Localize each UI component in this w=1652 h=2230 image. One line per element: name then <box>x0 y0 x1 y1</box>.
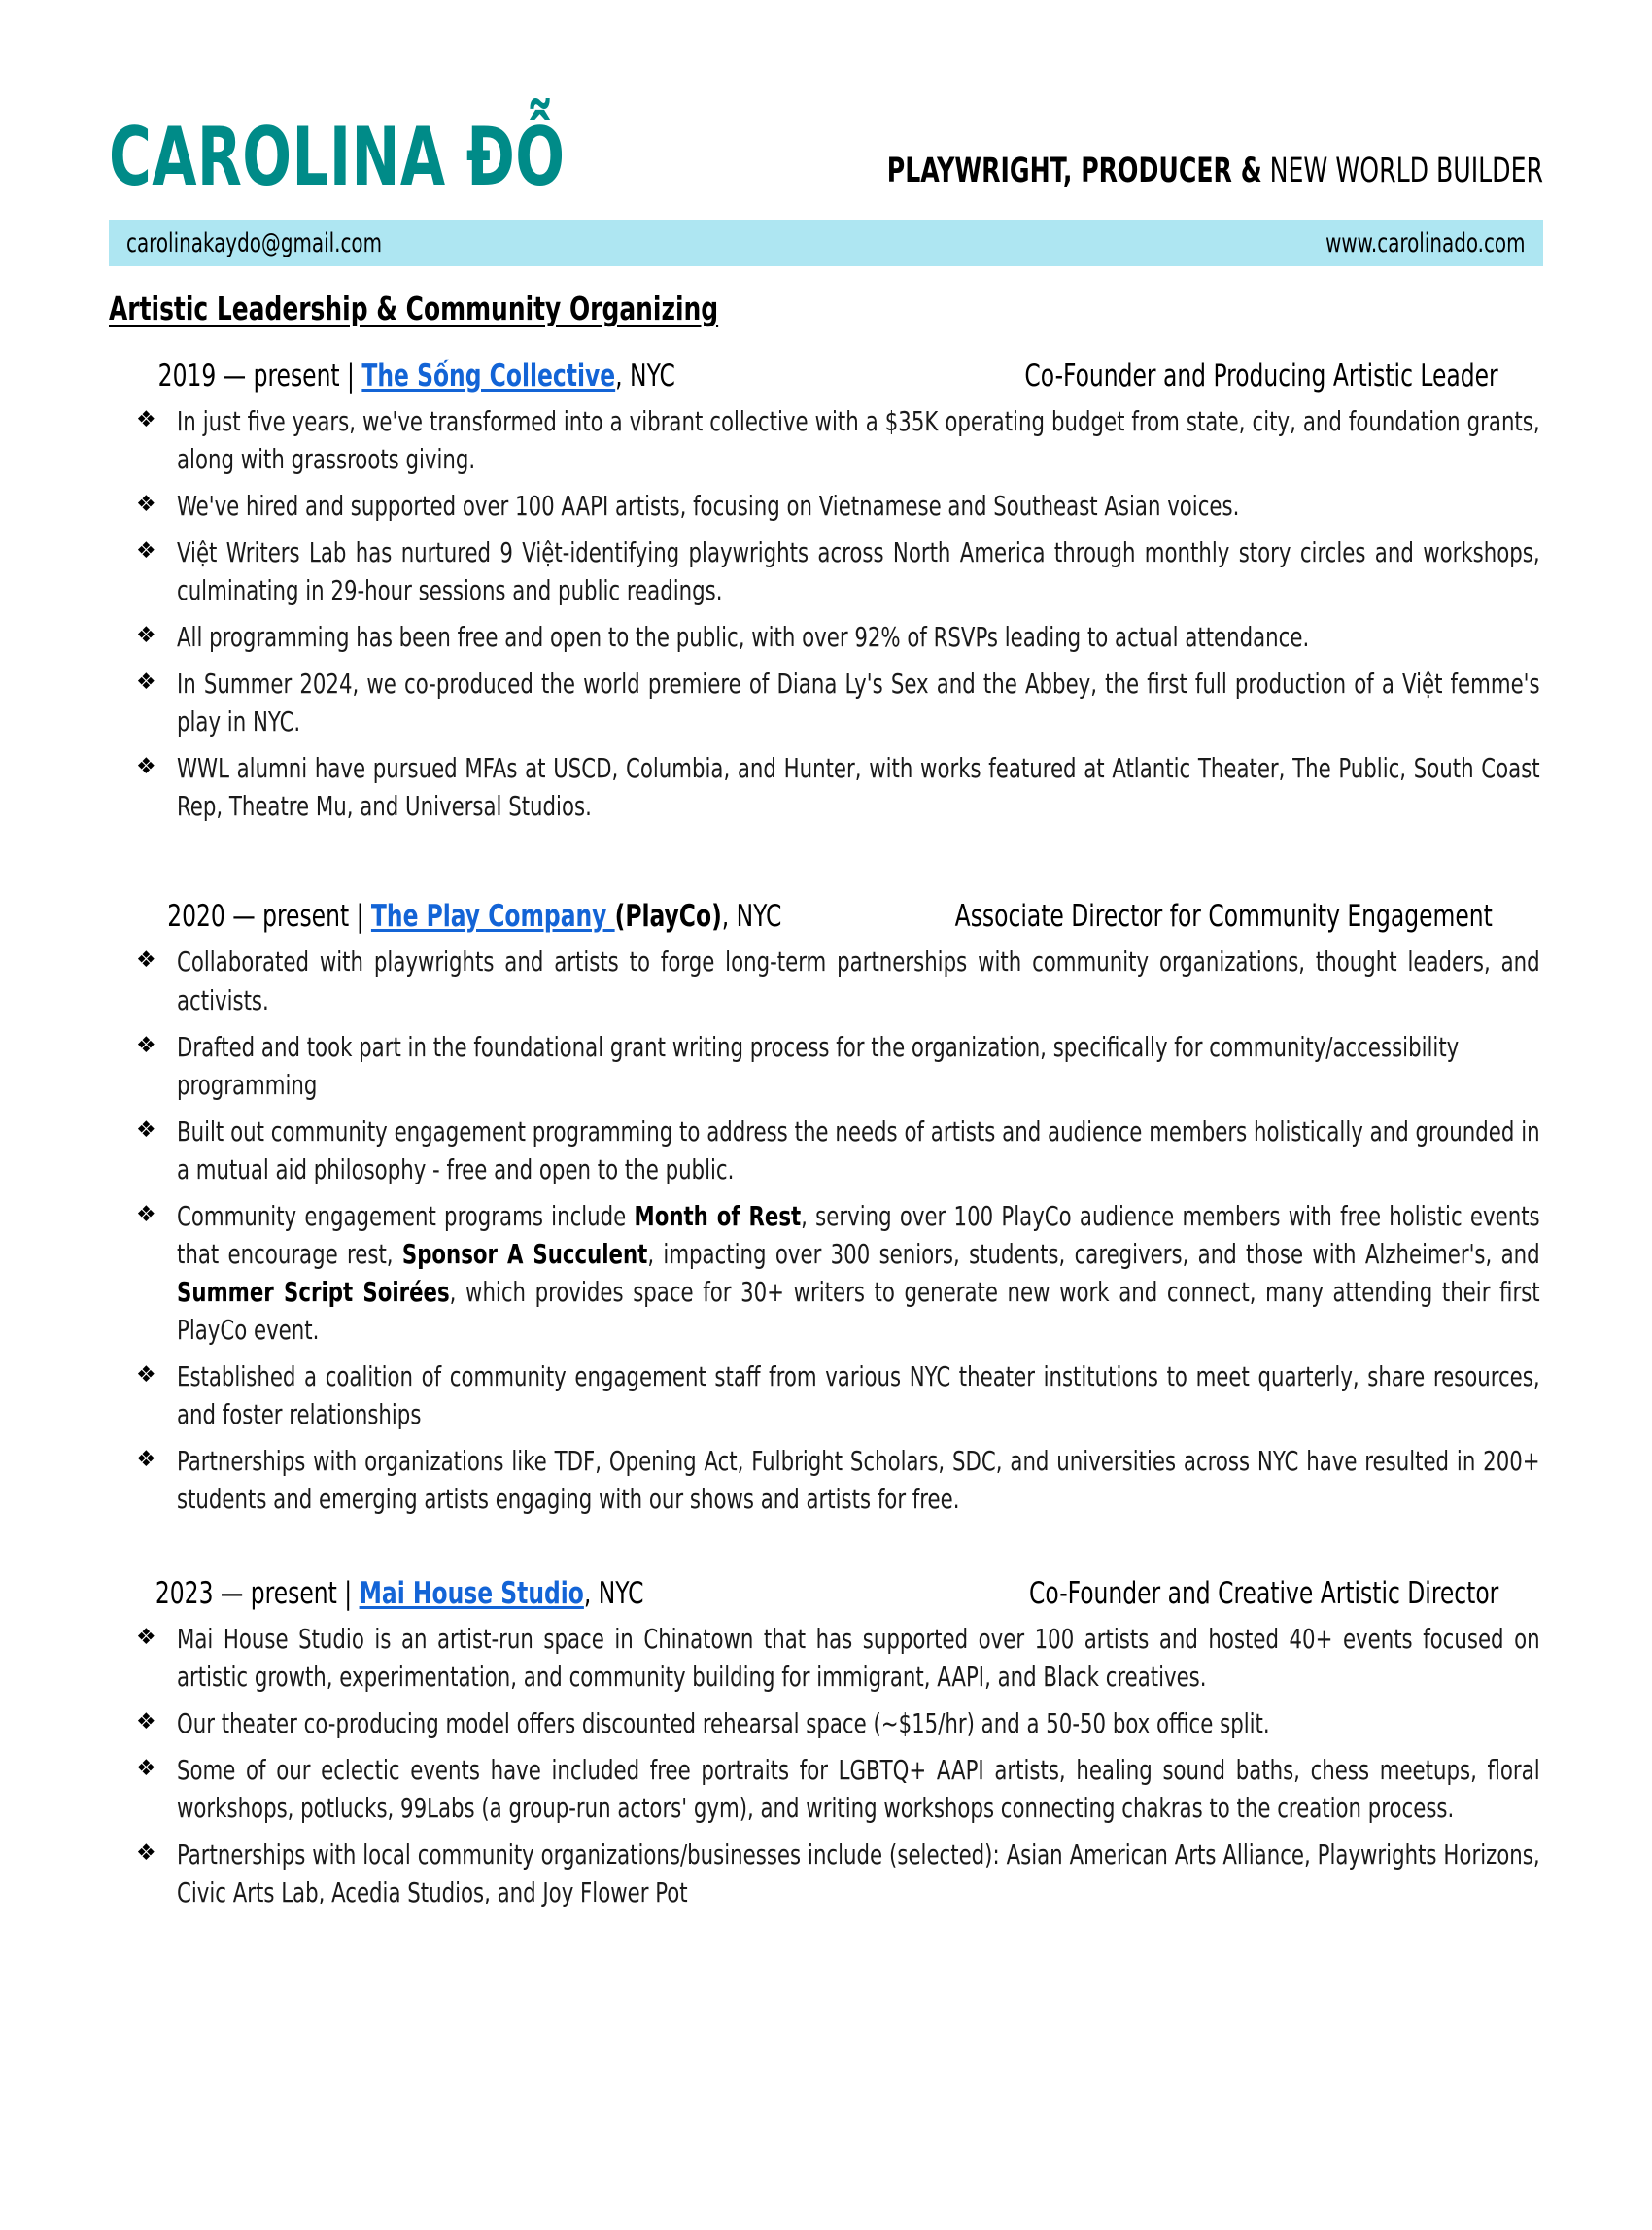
list-item <box>109 1836 1543 1912</box>
bullet-text: ❖ All programming has been free and open to the public, with over 92% of RSVPs leading to actual attendance. <box>177 622 1310 654</box>
tagline <box>887 154 1543 194</box>
list-item <box>109 750 1543 826</box>
list-item <box>109 1752 1543 1828</box>
program-name-sponsor-a-succulent: Sponsor A Succulent <box>401 1238 648 1270</box>
job-role-mai-house-studio: Co-Founder and Creative Artistic Director <box>1028 1576 1498 1612</box>
bullet-text: ❖ Mai House Studio is an artist-run space in Chinatown that has supported over 100 artists and hosted 40+ events focused on artistic growth, experimentation, and community building for immigrant, AAPI, and Black creatives. <box>177 1624 1540 1694</box>
programs-text-4: , which provides space for 30+ writers to generate new work and connect, many attending their first PlayCo event. <box>177 1276 1540 1346</box>
resume-page <box>0 92 1652 2230</box>
bullet-text: ❖ Drafted and took part in the foundational grant writing process for the organization, specifically for community/accessibility programming <box>177 1031 1460 1101</box>
list-item <box>109 1358 1543 1434</box>
bullet-text: ❖ Partnerships with organizations like TDF, Opening Act, Fulbright Scholars, SDC, and universities across NYC have resulted in 200+ students and emerging artists engaging with our shows and artists for free. <box>177 1446 1540 1516</box>
list-item <box>109 1705 1543 1743</box>
bullet-text: ❖ In Summer 2024, we co-produced the world premiere of Diana Ly's Sex and the Abbey, the first full production of a Việt femme's play in NYC. <box>177 669 1540 738</box>
list-item <box>109 943 1543 1019</box>
bullet-list-playco <box>109 943 1543 1519</box>
list-item <box>109 1029 1543 1105</box>
job-location: , NYC <box>583 1576 644 1612</box>
bullet-text: ❖ Our theater co-producing model offers discounted rehearsal space (~$15/hr) and a 50-50 box office split. <box>177 1708 1270 1740</box>
resume-header <box>0 92 1652 204</box>
org-link-playco[interactable]: The Play Company <box>370 899 615 935</box>
program-name-month-of-rest: Month of Rest <box>634 1200 802 1232</box>
list-item <box>109 1114 1543 1189</box>
org-link-mai-house-studio[interactable]: Mai House Studio <box>359 1576 584 1612</box>
job-location: , NYC <box>615 359 675 394</box>
bullet-text-programs <box>177 1198 1540 1350</box>
list-item <box>109 1443 1543 1519</box>
job-header-song-collective <box>109 359 1543 394</box>
bullet-text: ❖ Established a coalition of community engagement staff from various NYC theater institutions to meet quarterly, share resources, and foster relationships <box>177 1360 1540 1430</box>
section-heading-artistic-leadership: Artistic Leadership & Community Organizing <box>109 290 719 327</box>
job-dates: 2023 — present | <box>155 1576 360 1612</box>
job-left-song-collective <box>158 359 675 394</box>
list-item <box>109 1621 1543 1697</box>
bullet-text: ❖ WWL alumni have pursued MFAs at USCD, Columbia, and Hunter, with works featured at Atlantic Theater, The Public, South Coast Rep, Theatre Mu, and Universal Studios. <box>177 753 1540 823</box>
list-item <box>109 666 1543 741</box>
job-role-song-collective: Co-Founder and Producing Artistic Leader <box>1024 359 1498 394</box>
job-left-mai-house-studio <box>155 1576 644 1611</box>
list-item <box>109 534 1543 610</box>
job-header-mai-house-studio <box>109 1576 1543 1611</box>
tagline-bold: PLAYWRIGHT, PRODUCER & <box>886 152 1262 190</box>
list-item <box>109 403 1543 479</box>
page-title: CAROLINA ĐỖ <box>109 109 566 204</box>
job-dates: 2020 — present | <box>167 899 371 935</box>
list-item <box>109 488 1543 526</box>
programs-text-3: , impacting over 300 seniors, students, caregivers, and those with Alzheimer's, and <box>647 1238 1540 1270</box>
email-link[interactable]: carolinakaydo@gmail.com <box>126 227 383 258</box>
job-location: , NYC <box>721 899 782 935</box>
job-dates: 2019 — present | <box>157 359 362 394</box>
programs-text-2: , serving over 100 PlayCo audience members with free holistic events that encourage rest, <box>177 1200 1540 1270</box>
programs-text-1: Community engagement programs include <box>177 1200 635 1232</box>
program-name-summer-script-soirees: Summer Script Soirées <box>177 1276 450 1308</box>
list-item <box>109 619 1543 657</box>
job-role-playco: Associate Director for Community Engagement <box>954 899 1493 935</box>
bullet-text: ❖ Built out community engagement programming to address the needs of artists and audience members holistically and grounded in a mutual aid philosophy - free and open to the public. <box>177 1115 1540 1185</box>
bullet-list-mai-house-studio <box>109 1621 1543 1912</box>
bullet-text: ❖ Việt Writers Lab has nurtured 9 Việt-identifying playwrights across North America through monthly story circles and workshops, culminating in 29-hour sessions and public readings. <box>177 537 1540 607</box>
section-spacer <box>109 1527 1543 1545</box>
org-link-song-collective[interactable]: The Sống Collective <box>361 359 616 394</box>
org-abbrev-playco: (PlayCo) <box>614 899 722 935</box>
job-header-playco <box>109 899 1543 934</box>
list-item-programs <box>109 1198 1543 1350</box>
job-left-playco <box>167 899 781 934</box>
resume-body <box>0 290 1652 1912</box>
bullet-list-song-collective <box>109 403 1543 826</box>
tagline-light: NEW WORLD BUILDER <box>1269 152 1543 190</box>
website-link[interactable]: www.carolinado.com <box>1325 227 1526 258</box>
bullet-text: ❖ Some of our eclectic events have included free portraits for LGBTQ+ AAPI artists, healing sound baths, chess meetups, floral workshops, potlucks, 99Labs (a group-run actors' gym), and writing workshops connecting chakras to the creation process. <box>177 1755 1540 1825</box>
bullet-text: ❖ In just five years, we've transformed into a vibrant collective with a $35K operating budget from state, city, and foundation grants, along with grassroots giving. <box>177 406 1540 476</box>
bullet-text: ❖ We've hired and supported over 100 AAPI artists, focusing on Vietnamese and Southeast Asian voices. <box>177 491 1240 523</box>
section-spacer <box>109 835 1543 868</box>
contact-bar <box>109 220 1543 266</box>
bullet-text: ❖ Partnerships with local community organizations/businesses include (selected): Asian American Arts Alliance, Playwrights Horizons, Civic Arts Lab, Acedia Studios, and Joy Flower Pot <box>177 1839 1540 1909</box>
bullet-text: ❖ Collaborated with playwrights and artists to forge long-term partnerships with community organizations, thought leaders, and activists. <box>177 946 1540 1016</box>
